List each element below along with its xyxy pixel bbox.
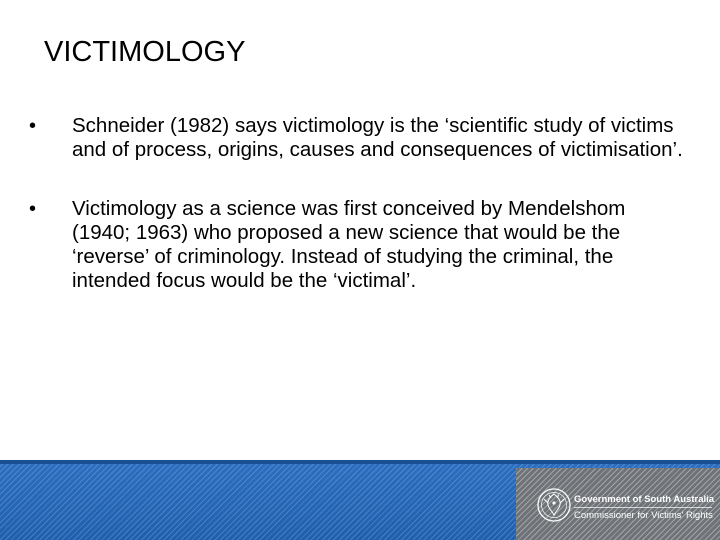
logo-divider	[574, 507, 712, 508]
bullet-list	[28, 114, 688, 328]
bullet-marker: •	[29, 198, 37, 220]
bullet-text: Schneider (1982) says victimology is the ‘scientific study of victims and of process, origins, causes and consequences of victimisation’.	[72, 114, 683, 161]
government-name: Government of South Australia	[574, 494, 715, 505]
slide-title: VICTIMOLOGY	[44, 36, 246, 68]
government-logo	[516, 468, 720, 540]
south-australia-crest-icon	[534, 485, 574, 525]
bullet-text: Victimology as a science was first conceived by Mendelshom (1940; 1963) who proposed a new science that would be the ‘reverse’ of criminology. Instead of studying the criminal, the intended focus would be the ‘victimal’.	[72, 197, 626, 292]
bullet-marker: •	[29, 115, 37, 137]
footer-band	[0, 460, 720, 540]
footer-divider	[0, 460, 720, 464]
department-name: Commissioner for Victims' Rights	[574, 510, 713, 521]
bullet-item	[28, 197, 688, 293]
bullet-item	[28, 114, 688, 162]
